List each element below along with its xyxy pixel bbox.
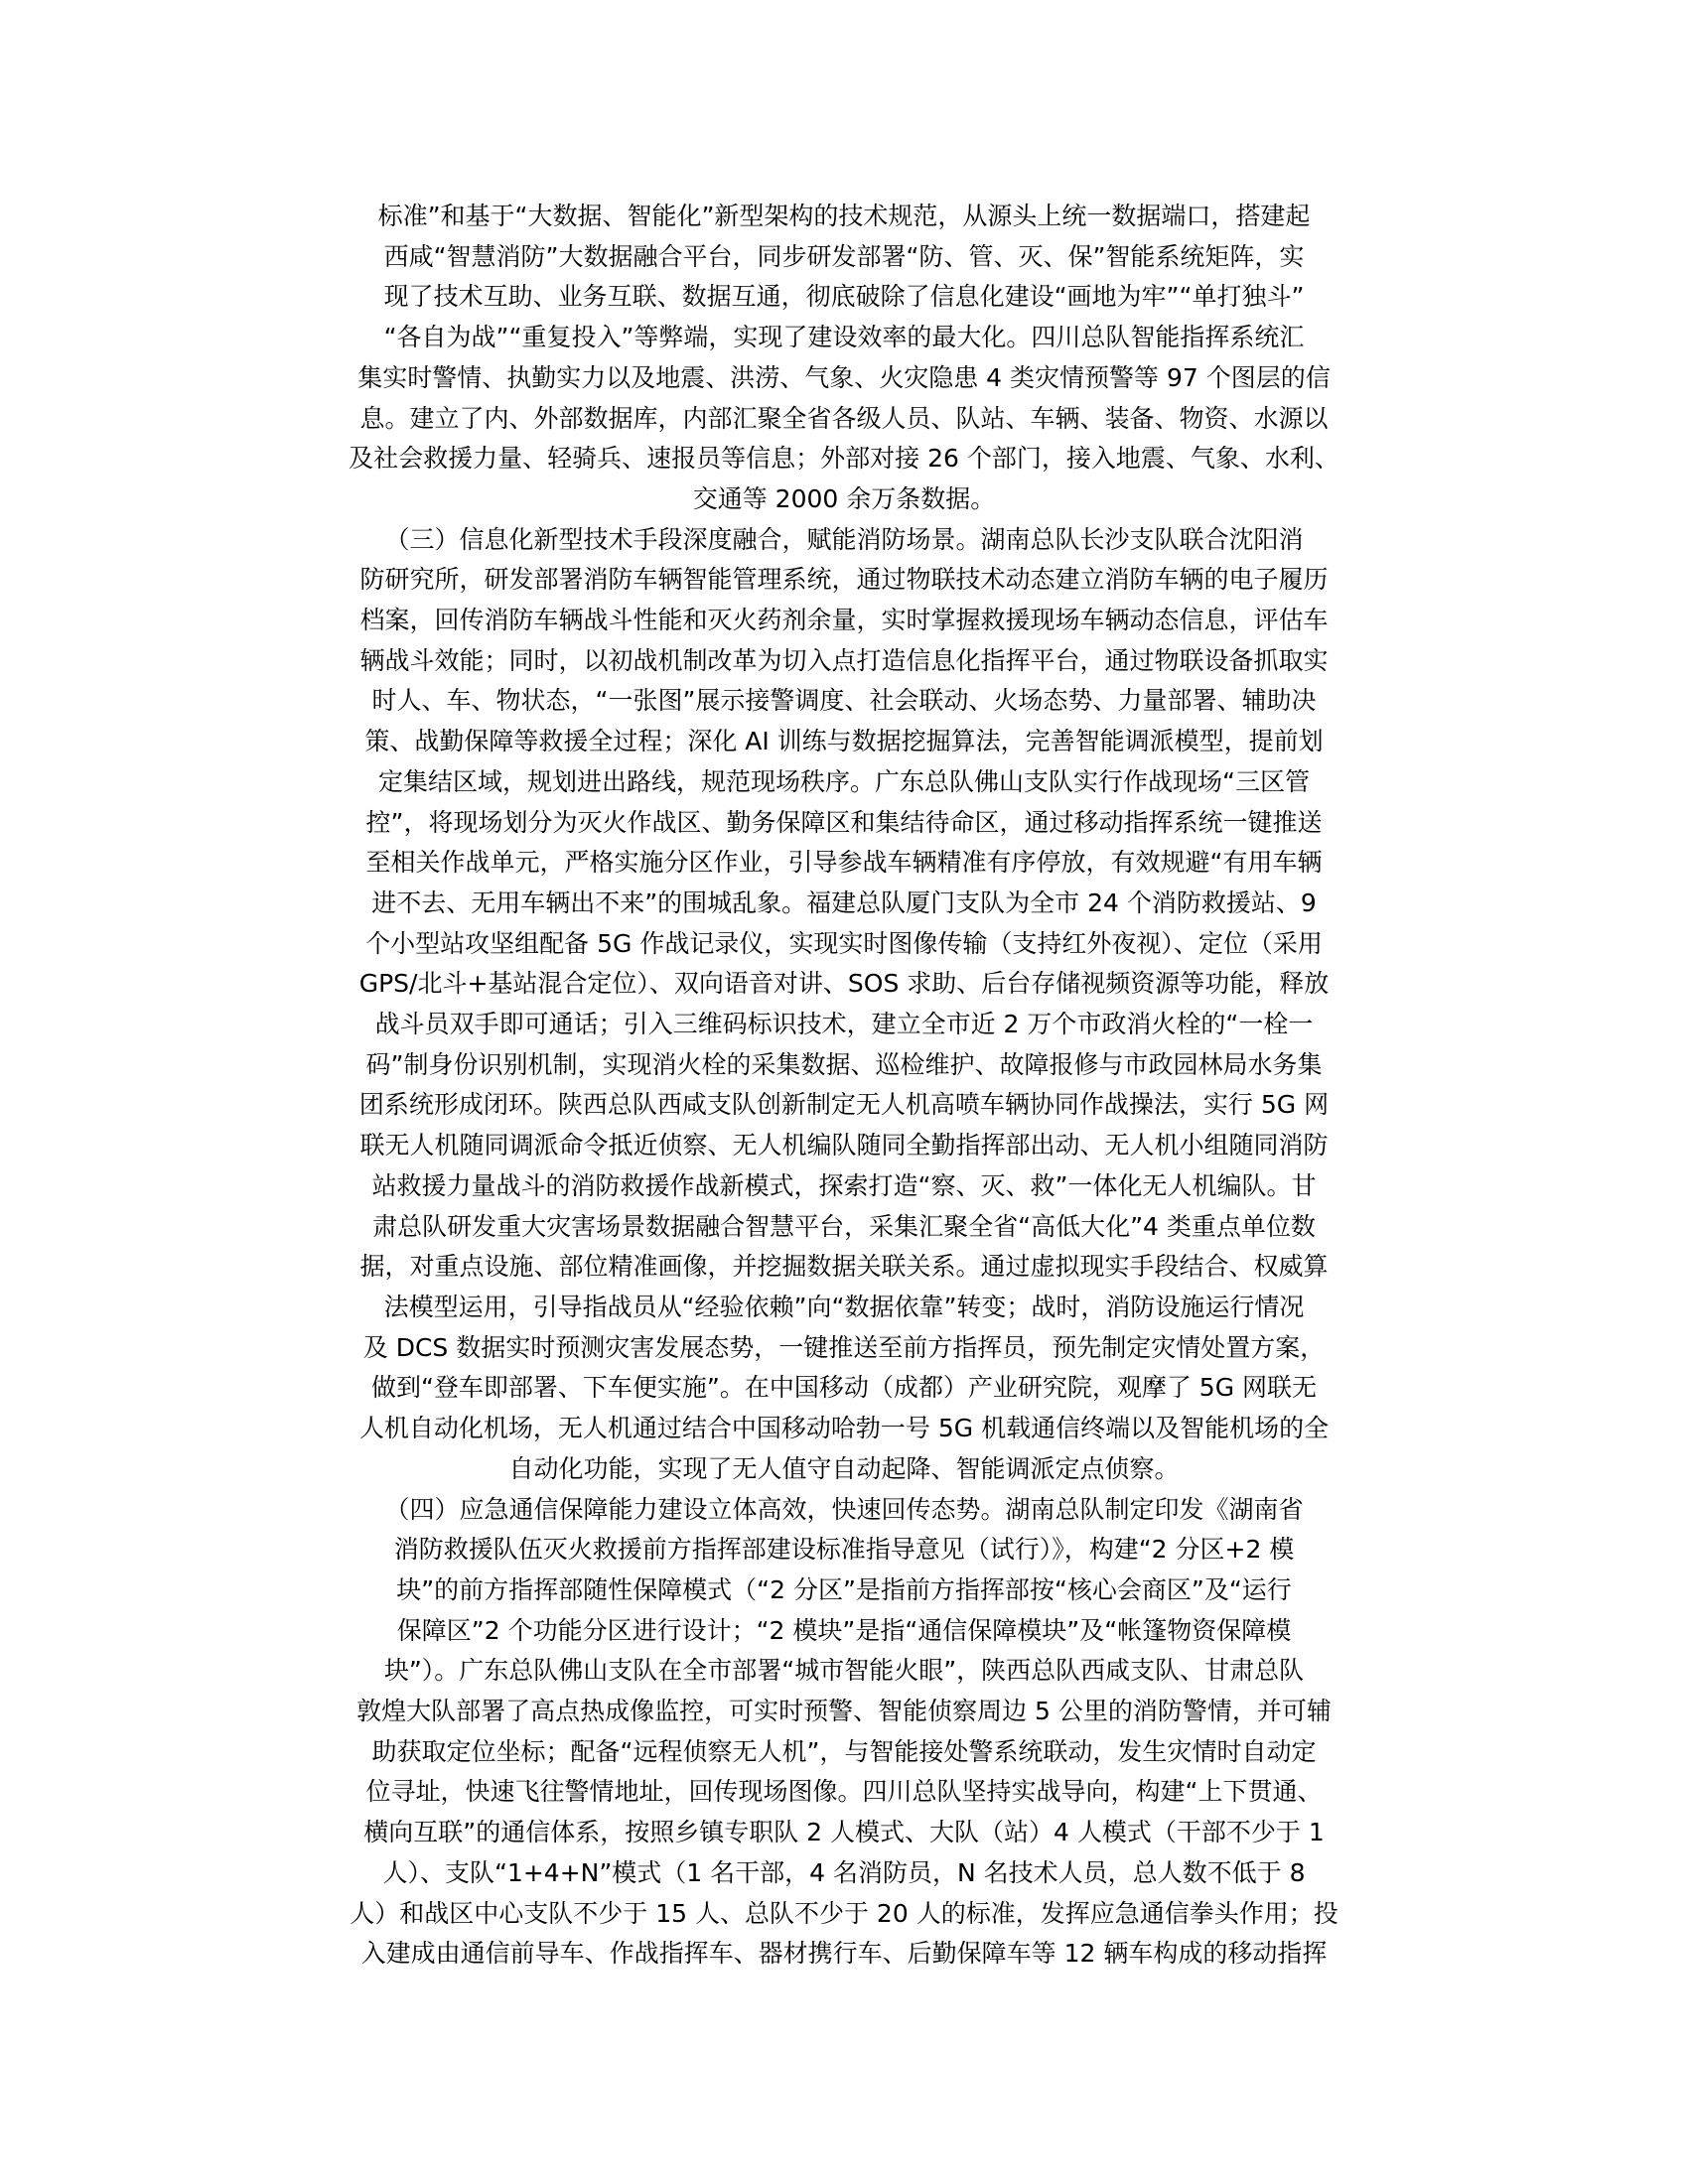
text-line: 助获取定位坐标；配备“远程侦察无人机”，与智能接处警系统联动，发生灾情时自动定 xyxy=(371,1736,1317,1766)
text-line: 策、战勤保障等救援全过程；深化 AI 训练与数据挖掘算法，完善智能调派模型，提前划 xyxy=(364,727,1324,756)
text-line: 控”，将现场划分为灭火作战区、勤务保障区和集结待命区，通过移动指挥系统一键推送 xyxy=(365,807,1323,837)
text-line: 现了技术互助、业务互联、数据互通，彻底破除了信息化建设“画地为牢”“单打独斗” xyxy=(383,282,1305,312)
text-line: 时人、车、物状态，“一张图”展示接警调度、社会联动、火场态势、力量部署、辅助决 xyxy=(371,686,1317,716)
text-line: 进不去、无用车辆出不来”的围城乱象。福建总队厦门支队为全市 24 个消防救援站、9 xyxy=(371,887,1317,917)
text-line: 联无人机随同调派命令抵近侦察、无人机编队随同全勤指挥部出动、无人机小组随同消防 xyxy=(359,1131,1329,1160)
text-line: 团系统形成闭环。陕西总队西咸支队创新制定无人机高喷车辆协同作战操法，实行 5G 网 xyxy=(358,1090,1330,1120)
text-line: 法模型运用，引导指战员从“经验依赖”向“数据依靠”转变；战时，消防设施运行情况 xyxy=(383,1292,1305,1321)
text-line: 块”）。广东总队佛山支队在全市部署“城市智能火眼”，陕西总队西咸支队、甘肃总队 xyxy=(383,1656,1305,1686)
text-line: 西咸“智慧消防”大数据融合平台，同步研发部署“防、管、灭、保”智能系统矩阵，实 xyxy=(383,241,1305,271)
text-line: 肃总队研发重大灾害场景数据融合智慧平台，采集汇聚全省“高低大化”4 类重点单位数 xyxy=(372,1211,1316,1241)
text-line: 标准”和基于“大数据、智能化”新型架构的技术规范，从源头上统一数据端口，搭建起 xyxy=(377,202,1311,230)
text-line: 做到“登车即部署、下车便实施”。在中国移动（成都）产业研究院，观摩了 5G 网联无 xyxy=(370,1373,1318,1403)
text-line: 站救援力量战斗的消防救援作战新模式，探索打造“察、灭、救”一体化无人机编队。甘 xyxy=(371,1170,1317,1200)
text-line: 至相关作战单元，严格实施分区作业，引导参战车辆精准有序停放，有效规避“有用车辆 xyxy=(365,848,1323,878)
text-line: 及社会救援力量、轻骑兵、速报员等信息；外部对接 26 个部门，接入地震、气象、水利、 xyxy=(349,444,1339,474)
text-line: （三）信息化新型技术手段深度融合，赋能消防场景。湖南总队长沙支队联合沈阳消 xyxy=(384,524,1304,554)
text-line: “各自为战”“重复投入”等弊端，实现了建设效率的最大化。四川总队智能指挥系统汇 xyxy=(383,323,1305,352)
text-line: 档案，回传消防车辆战斗性能和灭火药剂余量，实时掌握救援现场车辆动态信息，评估车 xyxy=(359,606,1329,635)
text-line: 交通等 2000 余万条数据。 xyxy=(692,483,996,513)
text-line: 辆战斗效能；同时，以初战机制改革为切入点打造信息化指挥平台，通过物联设备抓取实 xyxy=(359,645,1329,675)
text-line: 码”制身份识别机制，实现消火栓的采集数据、巡检维护、故障报修与市政园林局水务集 xyxy=(365,1049,1323,1079)
text-line: 息。建立了内、外部数据库，内部汇聚全省各级人员、队站、车辆、装备、物资、水源以 xyxy=(359,403,1329,433)
document-page xyxy=(199,197,1489,1975)
text-line: 战斗员双手即可通话；引入三维码标识技术，建立全市近 2 万个市政消火栓的“一栓一 xyxy=(374,1010,1314,1039)
text-line: GPS/北斗+基站混合定位）、双向语音对讲、SOS 求助、后台存储视频资源等功能，释放 xyxy=(358,969,1330,999)
text-line: 及 DCS 数据实时预测灾害发展态势，一键推送至前方指挥员，预先制定灾情处置方案， xyxy=(362,1332,1326,1362)
text-line: 自动化功能，实现了无人值守自动起降、智能调派定点侦察。 xyxy=(508,1453,1180,1483)
text-line: 集实时警情、执勤实力以及地震、洪涝、气象、火灾隐患 4 类灾情预警等 97 个图层的信 xyxy=(357,362,1331,392)
text-line: 敦煌大队部署了高点热成像监控，可实时预警、智能侦察周边 5 公里的消防警情，并可辅 xyxy=(356,1697,1332,1726)
text-line: 块”的前方指挥部随性保障模式（“2 分区”是指前方指挥部按“核心会商区”及“运行 xyxy=(396,1574,1292,1604)
text-line: 据，对重点设施、部位精准画像，并挖掘数据关联关系。通过虚拟现实手段结合、权威算 xyxy=(359,1252,1329,1282)
text-line: 消防救援队伍灭火救援前方指挥部建设标准指导意见（试行）》，构建“2 分区+2 模 xyxy=(393,1535,1295,1565)
text-line: 人）和战区中心支队不少于 15 人、总队不少于 20 人的标准，发挥应急通信拳头作用；投 xyxy=(350,1898,1338,1928)
text-line: 横向互联”的通信体系，按照乡镇专职队 2 人模式、大队（站）4 人模式（干部不少于 1 xyxy=(363,1818,1325,1847)
text-line: 定集结区域，规划进出路线，规范现场秩序。广东总队佛山支队实行作战现场“三区管 xyxy=(378,766,1310,796)
text-line: 人机自动化机场，无人机通过结合中国移动哈勃一号 5G 机载通信终端以及智能机场的全 xyxy=(358,1414,1330,1443)
text-line: 人）、支队“1+4+N”模式（1 名干部，4 名消防员，N 名技术人员，总人数不低于 8 xyxy=(382,1857,1306,1887)
text-line: 保障区”2 个功能分区进行设计；“2 模块”是指“通信保障模块”及“帐篷物资保障模 xyxy=(396,1615,1292,1645)
text-line: （四）应急通信保障能力建设立体高效，快速回传态势。湖南总队制定印发《湖南省 xyxy=(384,1494,1304,1524)
text-line: 个小型站攻坚组配备 5G 作战记录仪，实现实时图像传输（支持红外夜视）、定位（采用 xyxy=(365,928,1323,958)
text-line: 位寻址，快速飞往警情地址，回传现场图像。四川总队坚持实战导向，构建“上下贯通、 xyxy=(365,1777,1323,1807)
text-line: 防研究所，研发部署消防车辆智能管理系统，通过物联技术动态建立消防车辆的电子履历 xyxy=(359,565,1329,595)
text-line: 入建成由通信前导车、作战指挥车、器材携行车、后勤保障车等 12 辆车构成的移动指挥 xyxy=(360,1939,1328,1969)
